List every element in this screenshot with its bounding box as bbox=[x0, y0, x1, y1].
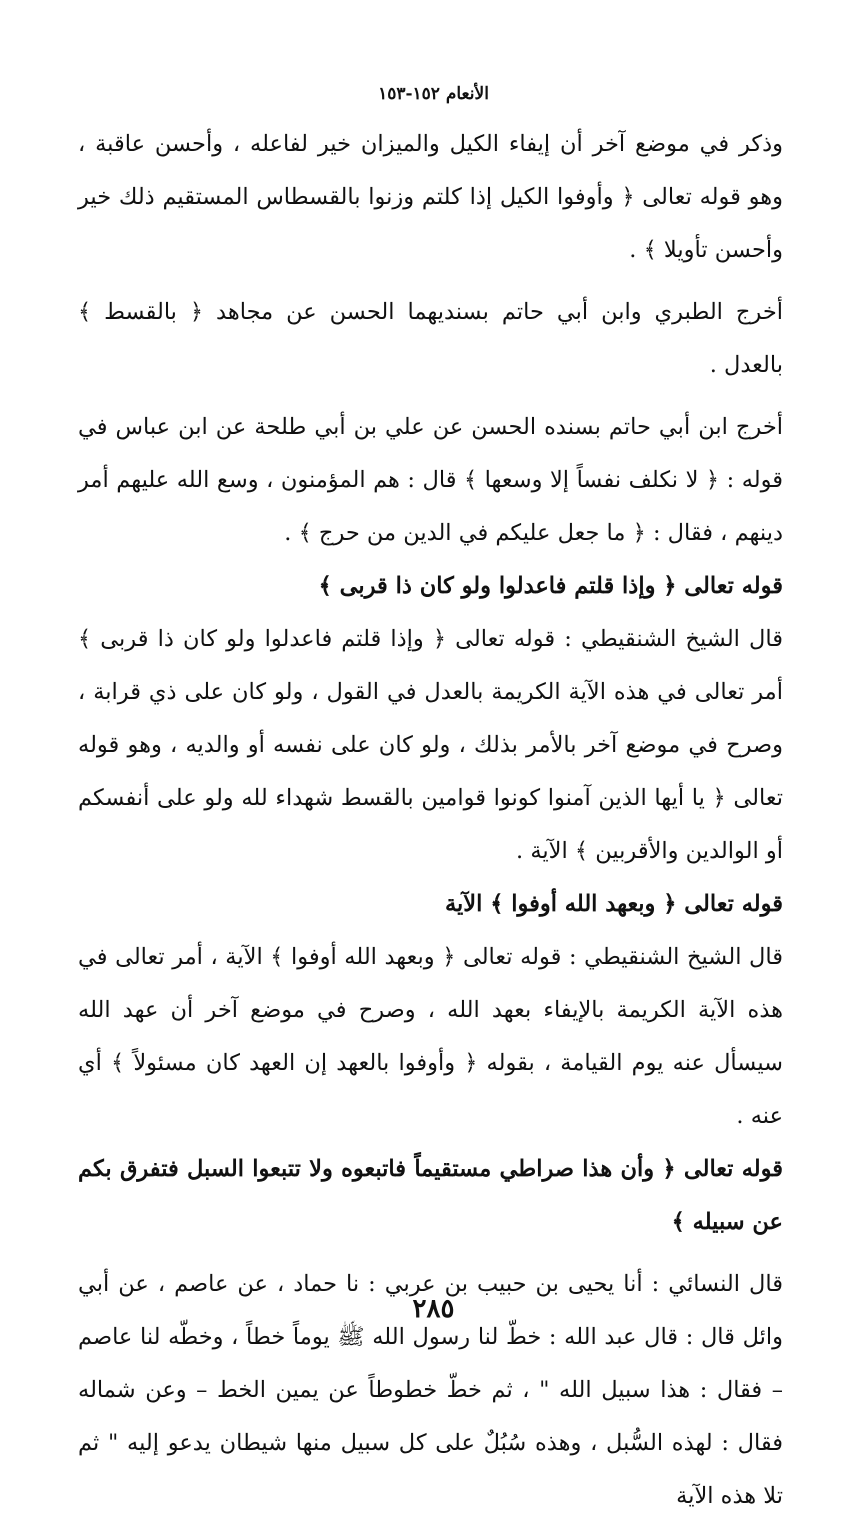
verse-heading-straight-path: قوله تعالى ﴿ وأن هذا صراطي مستقيماً فاتبعوه ولا تتبعوا السبل فتفرق بكم عن سبيله ﴾ bbox=[78, 1156, 783, 1235]
paragraph-covenant-commentary: قال الشيخ الشنقيطي : قوله تعالى ﴿ وبعهد الله أوفوا ﴾ الآية ، أمر تعالى في هذه الآية الكريمة بالإيفاء بعهد الله ، وصرح في موضع آخر أن عهد الله سيسأل عنه يوم القيامة ، بقوله ﴿ وأوفوا بالعهد إن العهد كان مسئولاً ﴾ أي عنه . bbox=[78, 944, 783, 1129]
paragraph-justice-commentary: قال الشيخ الشنقيطي : قوله تعالى ﴿ وإذا قلتم فاعدلوا ولو كان ذا قربى ﴾ أمر تعالى في هذه الآية الكريمة بالعدل في القول ، ولو كان على ذي قرابة ، وصرح في موضع آخر بالأمر بذلك ، ولو كان على نفسه أو والديه ، وهو قوله تعالى ﴿ يا أيها الذين آمنوا كونوا قوامين بالقسط شهداء لله ولو على أنفسكم أو الوالدين والأقربين ﴾ الآية . bbox=[78, 626, 783, 864]
paragraph-bil-qist: أخرج الطبري وابن أبي حاتم بسنديهما الحسن عن مجاهد ﴿ بالقسط ﴾ بالعدل . bbox=[78, 299, 783, 378]
paragraph-nasai-hadith: قال النسائي : أنا يحيى بن حبيب بن عربي : نا حماد ، عن عاصم ، عن أبي وائل قال : قال عبد الله : خطّ لنا رسول الله ﷺ يوماً خطاً ، وخطّه لنا عاصم – فقال : هذا سبيل الله " ، ثم خطّ خطوطاً عن يمين الخط – وعن شماله فقال : لهذه السُّبل ، وهذه سُبُلٌ على كل سبيل منها شيطان يدعو إليه " ثم تلا هذه الآية bbox=[78, 1271, 783, 1509]
page-number: ٢٨٥ bbox=[412, 1294, 455, 1324]
paragraph-la-nukallif: أخرج ابن أبي حاتم بسنده الحسن عن علي بن أبي طلحة عن ابن عباس في قوله : ﴿ لا نكلف نفساً إلا وسعها ﴾ قال : هم المؤمنون ، وسع الله عليهم أمر دينهم ، فقال : ﴿ ما جعل عليكم في الدين من حرج ﴾ . bbox=[78, 414, 783, 546]
verse-heading-covenant: قوله تعالى ﴿ وبعهد الله أوفوا ﴾ الآية bbox=[444, 891, 783, 917]
running-header: الأنعام ١٥٢-١٥٣ bbox=[378, 84, 489, 104]
verse-heading-justice: قوله تعالى ﴿ وإذا قلتم فاعدلوا ولو كان ذا قربى ﴾ bbox=[318, 573, 783, 599]
paragraph-measure-and-weight: وذكر في موضع آخر أن إيفاء الكيل والميزان خير لفاعله ، وأحسن عاقبة ، وهو قوله تعالى ﴿ وأوفوا الكيل إذا كلتم وزنوا بالقسطاس المستقيم ذلك خير وأحسن تأويلا ﴾ . bbox=[78, 131, 783, 263]
